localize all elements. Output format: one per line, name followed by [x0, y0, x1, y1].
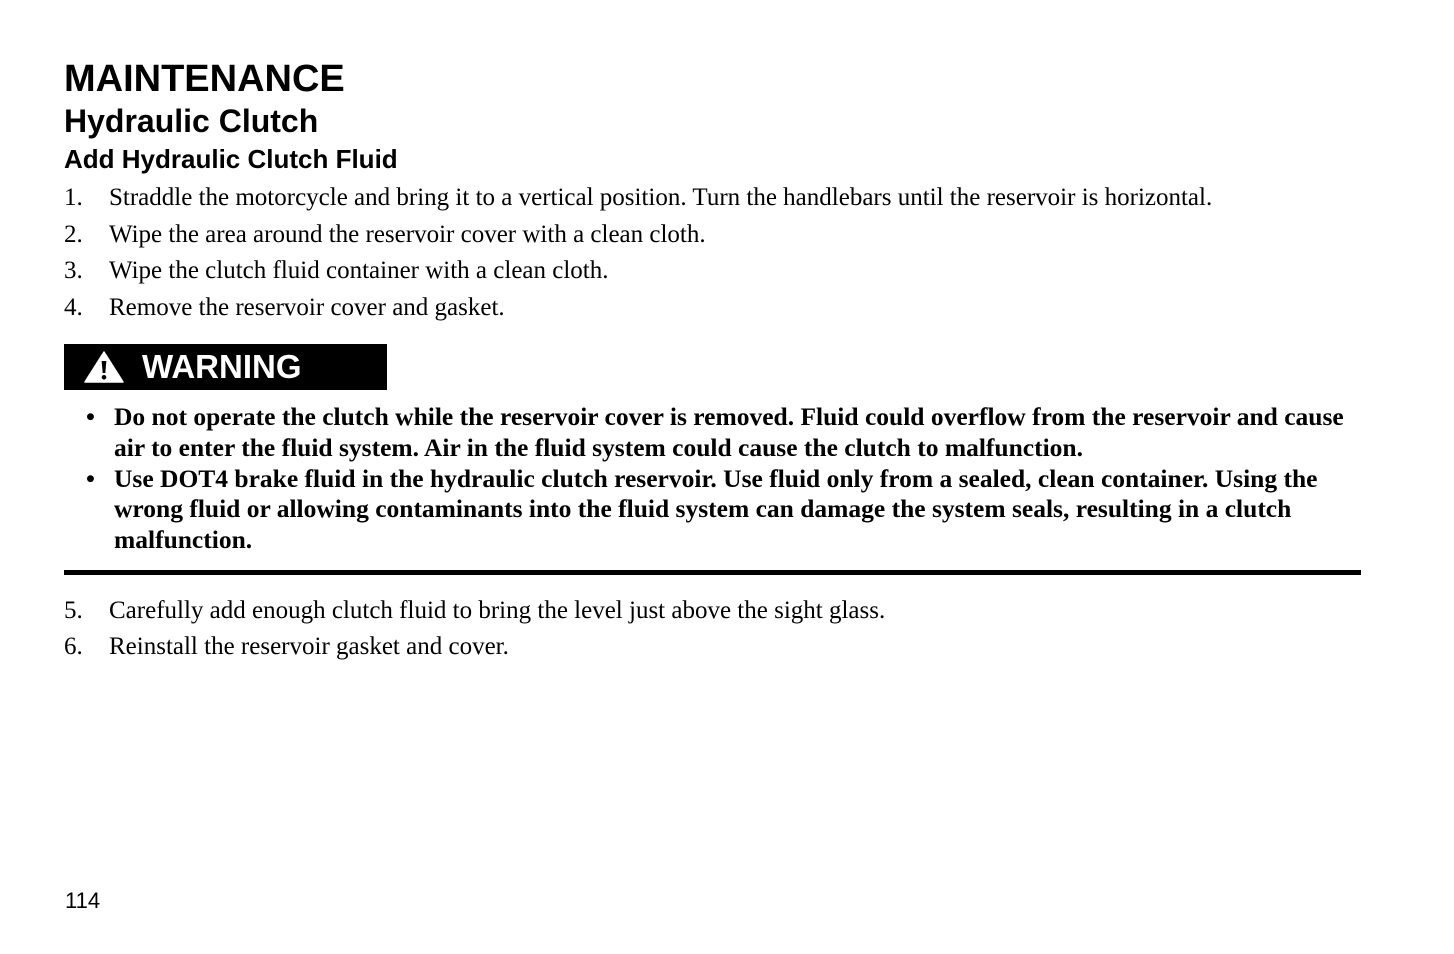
step-number: 3.	[64, 257, 83, 284]
warning-bullet-text: Use DOT4 brake fluid in the hydraulic clutch reservoir. Use fluid only from a sealed, clean container. Using the wrong fluid or allowing contaminants into the fluid system can damage the system seals, resulting in a clutch malfunction.	[114, 463, 1318, 555]
step-number: 5.	[64, 596, 83, 624]
warning-triangle-icon	[84, 351, 124, 383]
step-text: Wipe the area around the reservoir cover with a clean cloth.	[109, 220, 706, 248]
steps-after-list	[64, 593, 1364, 666]
step-number: 1.	[64, 184, 83, 211]
warning-label: WARNING	[142, 348, 302, 385]
step-item	[64, 253, 1364, 290]
warning-bullet	[64, 402, 1361, 464]
step-item	[64, 593, 1364, 630]
warning-bullet-list	[64, 402, 1361, 556]
page-title: Hydraulic Clutch	[64, 103, 319, 139]
step-item	[64, 290, 1364, 327]
warning-box	[64, 344, 1361, 575]
bullet-dot: •	[86, 463, 95, 493]
manual-page	[64, 56, 1364, 666]
step-text: Remove the reservoir cover and gasket.	[109, 293, 505, 321]
warning-bullet	[64, 464, 1361, 556]
step-text: Straddle the motorcycle and bring it to a vertical position. Turn the handlebars until the reservoir is horizontal.	[109, 184, 1213, 211]
step-item	[64, 180, 1364, 217]
step-item	[64, 629, 1364, 666]
step-number: 4.	[64, 293, 83, 321]
warning-bullet-text: Do not operate the clutch while the reservoir cover is removed. Fluid could overflow from the reservoir and cause air to enter the fluid system. Air in the fluid system could cause the clutch to malfunction.	[114, 402, 1344, 462]
procedure-heading: Add Hydraulic Clutch Fluid	[64, 144, 398, 174]
step-number: 6.	[64, 633, 83, 661]
section-heading: MAINTENANCE	[64, 58, 345, 100]
step-text: Reinstall the reservoir gasket and cover.	[109, 633, 509, 661]
step-text: Carefully add enough clutch fluid to bring the level just above the sight glass.	[109, 596, 886, 624]
step-item	[64, 217, 1364, 254]
steps-before-list	[64, 180, 1364, 326]
bullet-dot: •	[86, 402, 95, 431]
warning-banner	[64, 344, 387, 390]
step-text: Wipe the clutch fluid container with a clean cloth.	[109, 257, 609, 284]
step-number: 2.	[64, 220, 83, 248]
page-number: 114	[65, 888, 101, 913]
